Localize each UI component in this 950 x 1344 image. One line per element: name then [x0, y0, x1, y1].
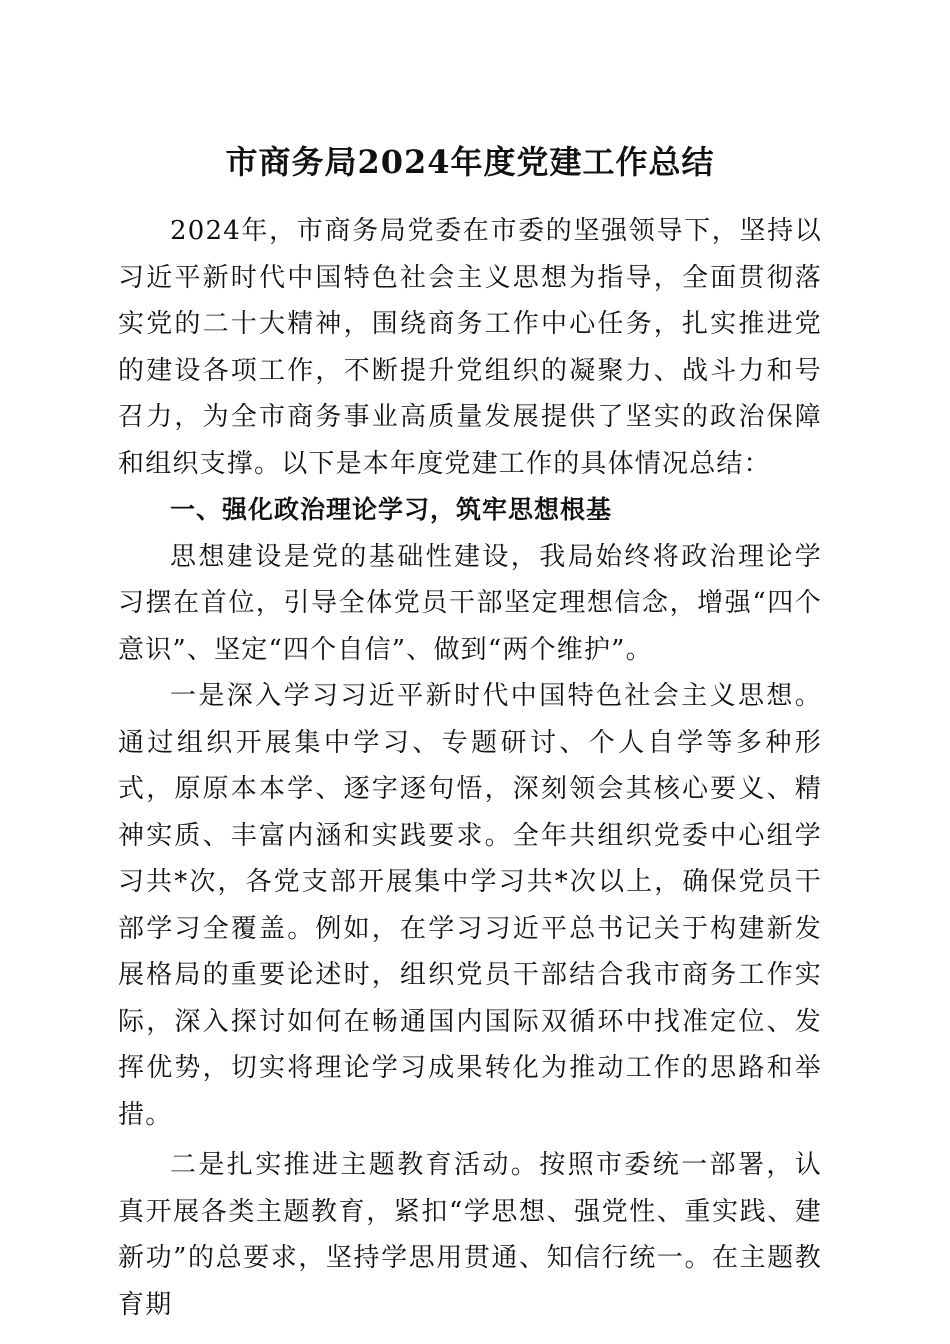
- section-heading-1: 一、强化政治理论学习，筑牢思想根基: [170, 495, 613, 524]
- intro-paragraph: 2024年，市商务局党委在市委的坚强领导下，坚持以习近平新时代中国特色社会主义思想为指导，全面贯彻落实党的二十大精神，围绕商务工作中心任务，扎实推进党的建设各项工作，不断提升党组织的凝聚力、战斗力和号召力，为全市商务事业高质量发展提供了坚实的政治保障和组织支撑。以下是本年度党建工作的具体情况总结：: [118, 216, 822, 479]
- point-1-paragraph: 一是深入学习习近平新时代中国特色社会主义思想。通过组织开展集中学习、专题研讨、个人自学等多种形式，原原本本学、逐字逐句悟，深刻领会其核心要义、精神实质、丰富内涵和实践要求。全年共组织党委中心组学习共*次，各党支部开展集中学习共*次以上，确保党员干部学习全覆盖。例如，在学习习近平总书记关于构建新发展格局的重要论述时，组织党员干部结合我市商务工作实际，深入探讨如何在畅通国内国际双循环中找准定位、发挥优势，切实将理论学习成果转化为推动工作的思路和举措。: [118, 681, 822, 1130]
- section-1-paragraph: 思想建设是党的基础性建设，我局始终将政治理论学习摆在首位，引导全体党员干部坚定理想信念，增强“四个意识”、坚定“四个自信”、做到“两个维护”。: [118, 541, 822, 665]
- document-page: [118, 138, 822, 1328]
- point-2-paragraph: 二是扎实推进主题教育活动。按照市委统一部署，认真开展各类主题教育，紧扣“学思想、强党性、重实践、建新功”的总要求，坚持学思用贯通、知信行统一。在主题教育期: [118, 1150, 822, 1320]
- document-title: 市商务局2024年度党建工作总结: [225, 143, 715, 181]
